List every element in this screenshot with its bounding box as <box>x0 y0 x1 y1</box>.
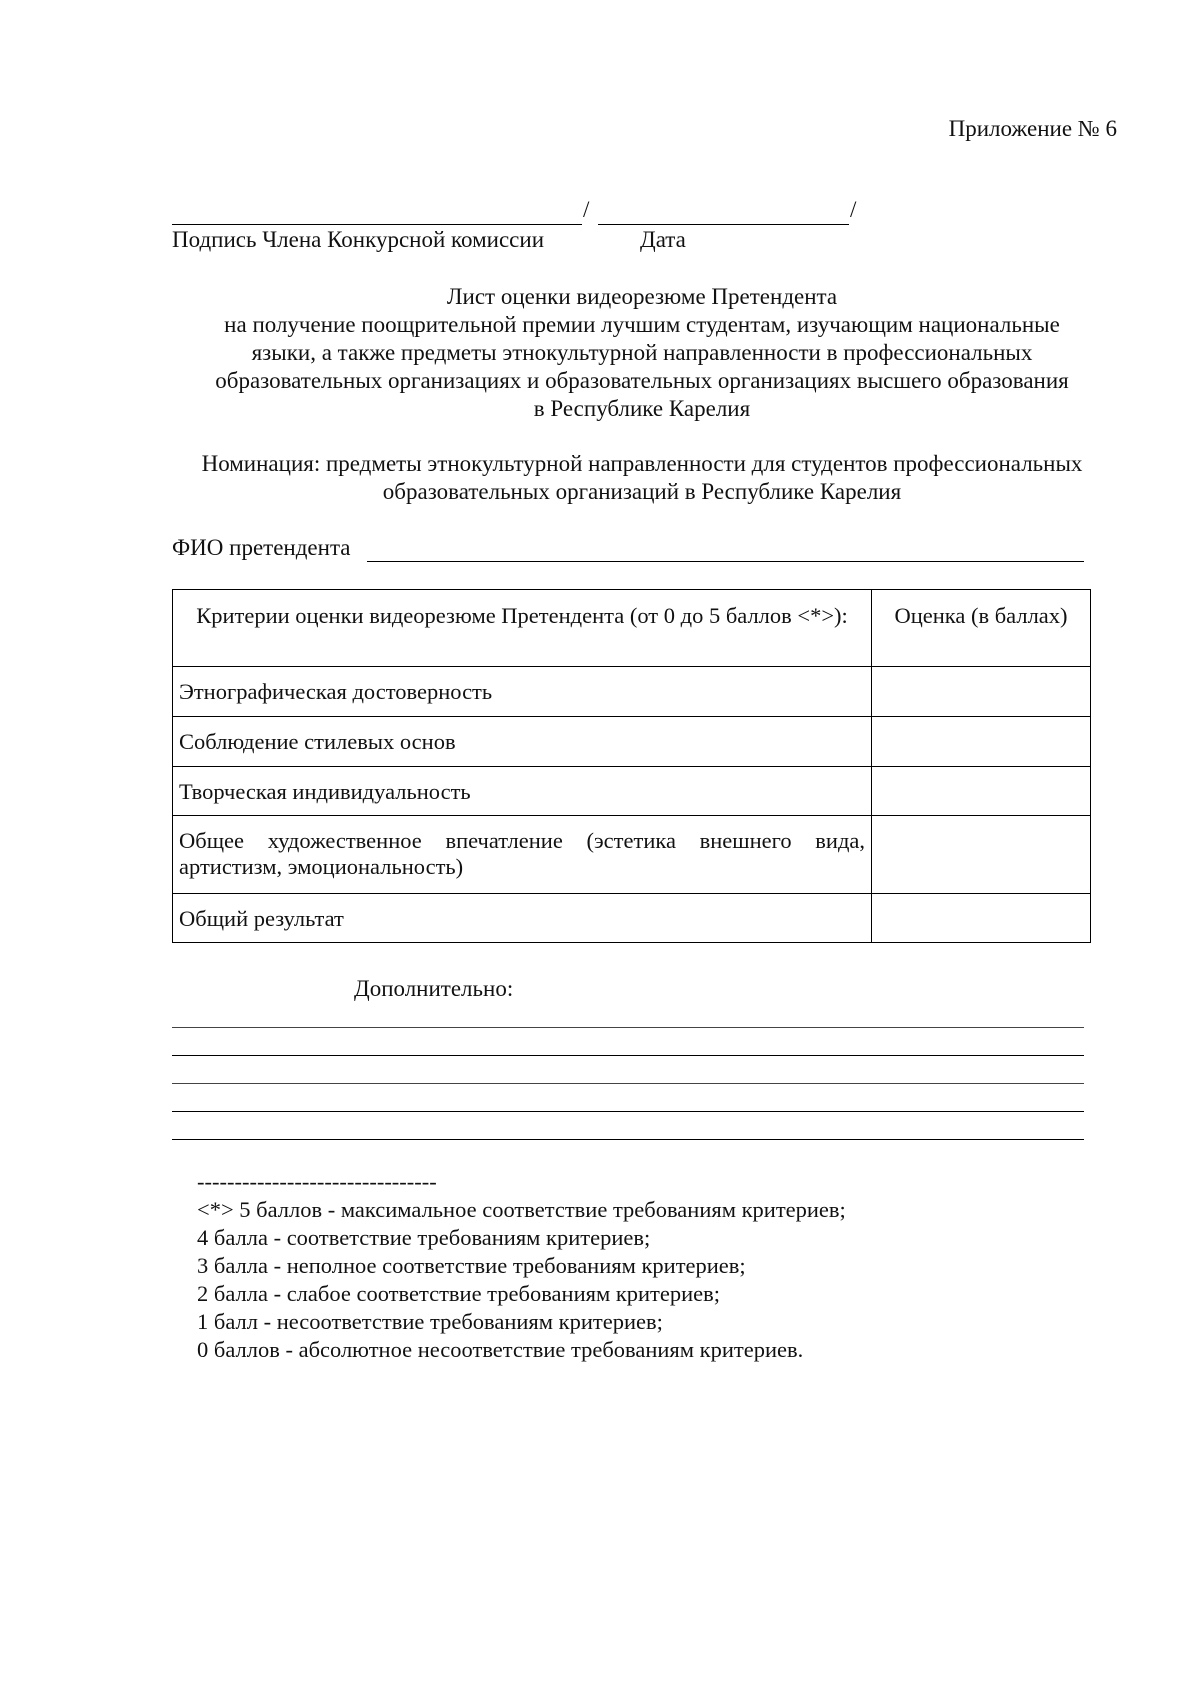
criteria-table <box>172 589 1091 943</box>
additional-line[interactable] <box>172 1055 1084 1056</box>
date-blank[interactable] <box>598 224 849 225</box>
nomination-line: Номинация: предметы этнокультурной направленности для студентов профессиональных <box>201 451 1083 476</box>
table-row <box>173 816 1091 894</box>
criterion-cell: Этнографическая достоверность <box>173 667 872 717</box>
criterion-cell: Общее художественное впечатление (эстетика внешнего вида, артистизм, эмоциональность) <box>173 816 872 894</box>
title-line: Лист оценки видеорезюме Претендента <box>446 284 838 309</box>
footnote-line: 0 баллов - абсолютное несоответствие требованиям критериев. <box>197 1337 804 1362</box>
table-row <box>173 894 1091 943</box>
criterion-cell: Общий результат <box>173 894 872 943</box>
table-row <box>173 667 1091 717</box>
footnote-separator: -------------------------------- <box>197 1169 437 1194</box>
title-line: на получение поощрительной премии лучшим студентам, изучающим национальные <box>224 312 1060 337</box>
additional-label: Дополнительно: <box>354 976 514 1001</box>
criterion-cell: Творческая индивидуальность <box>173 767 872 816</box>
criteria-header: Критерии оценки видеорезюме Претендента (от 0 до 5 баллов <*>): <box>173 590 872 667</box>
title-line: в Республике Карелия <box>533 396 751 421</box>
additional-line[interactable] <box>172 1139 1084 1140</box>
footnote-line: 3 балла - неполное соответствие требованиям критериев; <box>197 1253 746 1278</box>
table-header-row <box>173 590 1091 667</box>
score-cell[interactable] <box>872 816 1091 894</box>
additional-line[interactable] <box>172 1111 1084 1112</box>
score-cell[interactable] <box>872 767 1091 816</box>
footnote-line: 1 балл - несоответствие требованиям критериев; <box>197 1309 663 1334</box>
score-cell[interactable] <box>872 667 1091 717</box>
signature-blank[interactable] <box>172 224 582 225</box>
fio-blank[interactable] <box>367 561 1084 562</box>
additional-line[interactable] <box>172 1027 1084 1028</box>
title-line: образовательных организациях и образовательных организациях высшего образования <box>215 368 1069 393</box>
date-slash: / <box>850 197 857 222</box>
criterion-cell: Соблюдение стилевых основ <box>173 717 872 767</box>
signature-label: Подпись Члена Конкурсной комиссии <box>172 227 545 252</box>
signature-slash: / <box>583 197 590 222</box>
footnote-line: <*> 5 баллов - максимальное соответствие требованиям критериев; <box>197 1197 846 1222</box>
nomination-line: образовательных организаций в Республике Карелия <box>382 479 902 504</box>
date-label: Дата <box>640 227 686 252</box>
appendix-number: Приложение № 6 <box>948 116 1117 141</box>
table-row <box>173 717 1091 767</box>
footnote-line: 4 балла - соответствие требованиям критериев; <box>197 1225 651 1250</box>
nomination <box>172 450 1112 506</box>
footnote-line: 2 балла - слабое соответствие требованиям критериев; <box>197 1281 721 1306</box>
score-cell[interactable] <box>872 894 1091 943</box>
document-title <box>172 283 1112 423</box>
score-header: Оценка (в баллах) <box>872 590 1091 667</box>
table-row <box>173 767 1091 816</box>
title-line: языки, а также предметы этнокультурной направленности в профессиональных <box>251 340 1033 365</box>
fio-label: ФИО претендента <box>172 535 351 560</box>
additional-line[interactable] <box>172 1083 1084 1084</box>
score-cell[interactable] <box>872 717 1091 767</box>
